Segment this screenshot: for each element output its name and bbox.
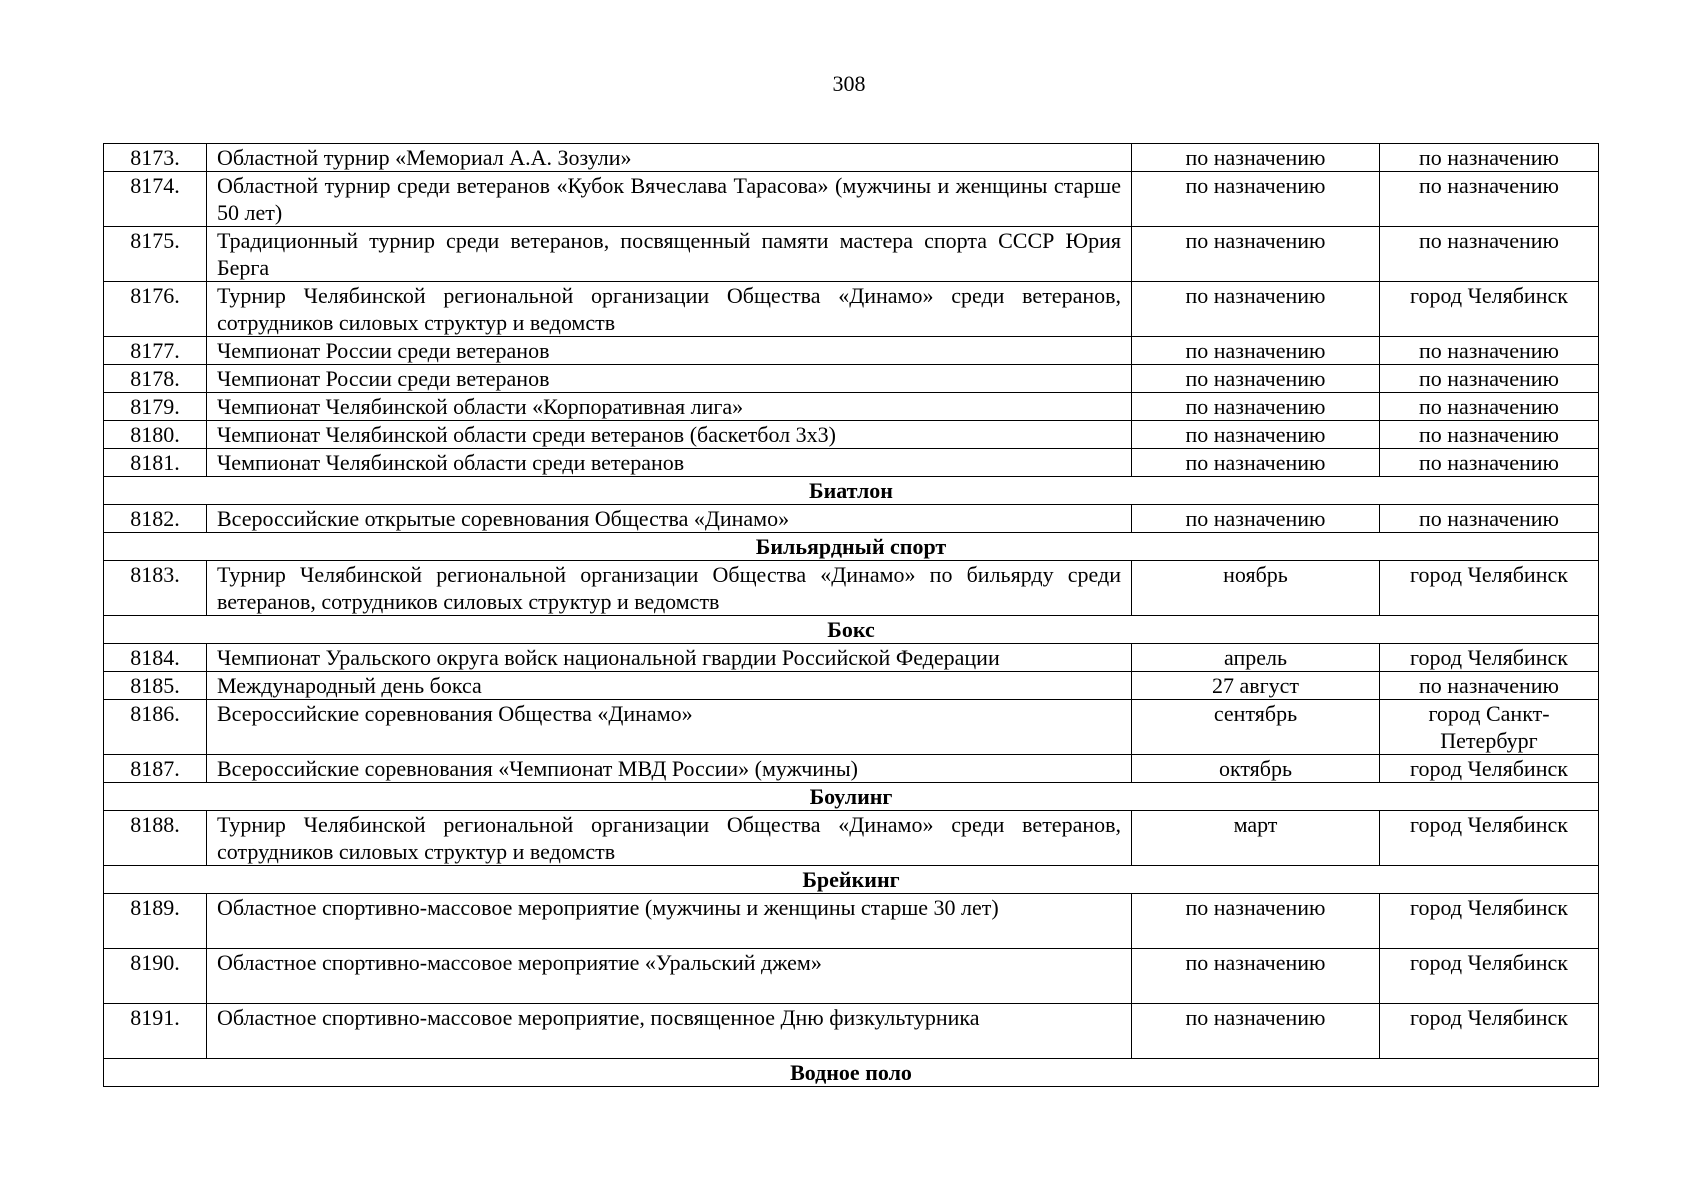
table-row xyxy=(104,227,1599,282)
event-number: 8185. xyxy=(104,672,207,700)
event-number: 8178. xyxy=(104,365,207,393)
event-place: по назначению xyxy=(1380,393,1599,421)
event-place: по назначению xyxy=(1380,337,1599,365)
event-date: по назначению xyxy=(1132,365,1380,393)
event-name: Всероссийские соревнования «Чемпионат МВД России» (мужчины) xyxy=(207,755,1132,783)
event-place: по назначению xyxy=(1380,227,1599,282)
event-name: Чемпионат Челябинской области среди ветеранов (баскетбол 3х3) xyxy=(207,421,1132,449)
event-date: по назначению xyxy=(1132,282,1380,337)
event-place: город Челябинск xyxy=(1380,949,1599,1004)
table-row xyxy=(104,144,1599,172)
table-row xyxy=(104,644,1599,672)
event-place: по назначению xyxy=(1380,449,1599,477)
table-row xyxy=(104,755,1599,783)
table-row xyxy=(104,421,1599,449)
event-name: Областное спортивно-массовое мероприятие, посвященное Дню физкультурника xyxy=(207,1004,1132,1059)
event-name: Чемпионат Челябинской области среди ветеранов xyxy=(207,449,1132,477)
section-header-row xyxy=(104,616,1599,644)
table-row xyxy=(104,894,1599,949)
event-number: 8175. xyxy=(104,227,207,282)
table-row xyxy=(104,393,1599,421)
event-date: апрель xyxy=(1132,644,1380,672)
event-date: 27 август xyxy=(1132,672,1380,700)
event-name: Международный день бокса xyxy=(207,672,1132,700)
table-row xyxy=(104,172,1599,227)
events-table-body xyxy=(104,144,1599,1087)
table-row xyxy=(104,1004,1599,1059)
table-row xyxy=(104,949,1599,1004)
event-date: ноябрь xyxy=(1132,561,1380,616)
event-name: Областной турнир среди ветеранов «Кубок Вячеслава Тарасова» (мужчины и женщины старше 50 лет) xyxy=(207,172,1132,227)
event-date: по назначению xyxy=(1132,449,1380,477)
event-place: город Челябинск xyxy=(1380,282,1599,337)
event-name: Турнир Челябинской региональной организации Общества «Динамо» среди ветеранов, сотрудников силовых структур и ведомств xyxy=(207,282,1132,337)
event-name: Традиционный турнир среди ветеранов, посвященный памяти мастера спорта СССР Юрия Берга xyxy=(207,227,1132,282)
event-number: 8184. xyxy=(104,644,207,672)
event-place: город Челябинск xyxy=(1380,1004,1599,1059)
event-date: сентябрь xyxy=(1132,700,1380,755)
event-place: по назначению xyxy=(1380,172,1599,227)
table-row xyxy=(104,561,1599,616)
event-number: 8180. xyxy=(104,421,207,449)
event-place: по назначению xyxy=(1380,505,1599,533)
event-place: город Челябинск xyxy=(1380,561,1599,616)
event-place: по назначению xyxy=(1380,144,1599,172)
event-date: октябрь xyxy=(1132,755,1380,783)
table-row xyxy=(104,700,1599,755)
event-name: Областное спортивно-массовое мероприятие (мужчины и женщины старше 30 лет) xyxy=(207,894,1132,949)
table-row xyxy=(104,282,1599,337)
event-name: Всероссийские открытые соревнования Общества «Динамо» xyxy=(207,505,1132,533)
event-number: 8179. xyxy=(104,393,207,421)
event-date: по назначению xyxy=(1132,1004,1380,1059)
event-place: по назначению xyxy=(1380,672,1599,700)
table-row xyxy=(104,449,1599,477)
event-date: по назначению xyxy=(1132,337,1380,365)
event-date: по назначению xyxy=(1132,894,1380,949)
event-name: Областное спортивно-массовое мероприятие «Уральский джем» xyxy=(207,949,1132,1004)
event-place: город Челябинск xyxy=(1380,811,1599,866)
event-number: 8176. xyxy=(104,282,207,337)
event-place: город Челябинск xyxy=(1380,894,1599,949)
event-date: по назначению xyxy=(1132,505,1380,533)
event-place: город Санкт-Петербург xyxy=(1380,700,1599,755)
event-name: Чемпионат России среди ветеранов xyxy=(207,337,1132,365)
event-number: 8182. xyxy=(104,505,207,533)
event-date: по назначению xyxy=(1132,227,1380,282)
event-number: 8173. xyxy=(104,144,207,172)
table-row xyxy=(104,505,1599,533)
event-name: Чемпионат Уральского округа войск национальной гвардии Российской Федерации xyxy=(207,644,1132,672)
event-name: Чемпионат Челябинской области «Корпоративная лига» xyxy=(207,393,1132,421)
event-name: Чемпионат России среди ветеранов xyxy=(207,365,1132,393)
event-number: 8189. xyxy=(104,894,207,949)
event-number: 8190. xyxy=(104,949,207,1004)
event-date: март xyxy=(1132,811,1380,866)
section-title: Биатлон xyxy=(104,477,1599,505)
event-date: по назначению xyxy=(1132,393,1380,421)
table-row xyxy=(104,811,1599,866)
table-row xyxy=(104,337,1599,365)
event-number: 8188. xyxy=(104,811,207,866)
event-place: по назначению xyxy=(1380,365,1599,393)
section-title: Бокс xyxy=(104,616,1599,644)
event-number: 8181. xyxy=(104,449,207,477)
event-date: по назначению xyxy=(1132,172,1380,227)
section-title: Водное поло xyxy=(104,1059,1599,1087)
event-place: по назначению xyxy=(1380,421,1599,449)
event-date: по назначению xyxy=(1132,949,1380,1004)
section-header-row xyxy=(104,866,1599,894)
table-row xyxy=(104,672,1599,700)
event-name: Областной турнир «Мемориал А.А. Зозули» xyxy=(207,144,1132,172)
event-name: Турнир Челябинской региональной организации Общества «Динамо» среди ветеранов, сотрудников силовых структур и ведомств xyxy=(207,811,1132,866)
section-header-row xyxy=(104,1059,1599,1087)
event-date: по назначению xyxy=(1132,144,1380,172)
event-number: 8191. xyxy=(104,1004,207,1059)
section-title: Брейкинг xyxy=(104,866,1599,894)
table-row xyxy=(104,365,1599,393)
event-number: 8187. xyxy=(104,755,207,783)
events-table xyxy=(103,143,1599,1087)
event-name: Всероссийские соревнования Общества «Динамо» xyxy=(207,700,1132,755)
section-header-row xyxy=(104,477,1599,505)
event-place: город Челябинск xyxy=(1380,644,1599,672)
section-header-row xyxy=(104,783,1599,811)
event-place: город Челябинск xyxy=(1380,755,1599,783)
section-header-row xyxy=(104,533,1599,561)
section-title: Бильярдный спорт xyxy=(104,533,1599,561)
event-name: Турнир Челябинской региональной организации Общества «Динамо» по бильярду среди ветеранов, сотрудников силовых структур и ведомств xyxy=(207,561,1132,616)
section-title: Боулинг xyxy=(104,783,1599,811)
event-number: 8177. xyxy=(104,337,207,365)
event-number: 8186. xyxy=(104,700,207,755)
event-number: 8183. xyxy=(104,561,207,616)
event-date: по назначению xyxy=(1132,421,1380,449)
event-number: 8174. xyxy=(104,172,207,227)
page-number: 308 xyxy=(832,71,866,96)
